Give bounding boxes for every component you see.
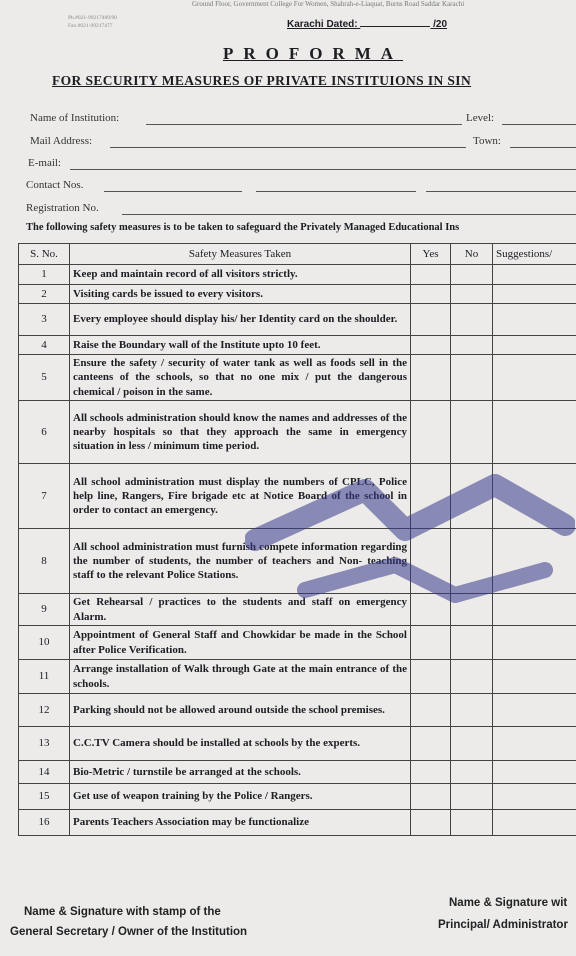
row-measure: Get Rehearsal / practices to the students and staff on emergency Alarm.	[70, 594, 411, 626]
row-yes-cell[interactable]	[411, 727, 451, 761]
table-row	[19, 401, 576, 464]
row-measure: All school administration must display the numbers of CPLC, Police help line, Rangers, Fire brigade etc at Notice Board of the school in order to contact an emergency.	[70, 464, 411, 529]
row-sno: 7	[19, 464, 70, 529]
contact-line-2[interactable]	[256, 191, 416, 192]
dated-suffix: /20	[433, 19, 448, 30]
row-sno: 14	[19, 761, 70, 784]
contact-line-1[interactable]	[104, 191, 242, 192]
row-no-cell[interactable]	[451, 784, 493, 810]
table-row	[19, 355, 576, 401]
table-row	[19, 727, 576, 761]
table-row	[19, 285, 576, 304]
row-measure: Bio-Metric / turnstile be arranged at the schools.	[70, 761, 411, 784]
row-yes-cell[interactable]	[411, 355, 451, 401]
left-signature-line2: General Secretary / Owner of the Institution	[10, 926, 248, 938]
right-signature-line2: Principal/ Administrator	[438, 919, 568, 931]
row-no-cell[interactable]	[451, 265, 493, 285]
email-label: E-mail:	[28, 157, 61, 169]
row-no-cell[interactable]	[451, 810, 493, 836]
header-suggestions: Suggestions/	[493, 244, 576, 265]
table-row	[19, 529, 576, 594]
row-suggestion-cell[interactable]	[493, 529, 576, 594]
row-yes-cell[interactable]	[411, 265, 451, 285]
page-title: PROFORMA	[222, 44, 404, 63]
row-suggestion-cell[interactable]	[493, 594, 576, 626]
dated-label: Karachi Dated:	[287, 19, 358, 30]
row-sno: 16	[19, 810, 70, 836]
row-yes-cell[interactable]	[411, 304, 451, 336]
row-measure: All schools administration should know the names and addresses of the nearby hospitals so that they approach the same in emergency situation in less / minimum time period.	[70, 401, 411, 464]
table-row	[19, 810, 576, 836]
row-yes-cell[interactable]	[411, 285, 451, 304]
row-suggestion-cell[interactable]	[493, 265, 576, 285]
row-no-cell[interactable]	[451, 355, 493, 401]
contact-line-3[interactable]	[426, 191, 576, 192]
page-subtitle: FOR SECURITY MEASURES OF PRIVATE INSTITUIONS IN SIN	[52, 73, 472, 88]
table-row	[19, 626, 576, 660]
row-sno: 2	[19, 285, 70, 304]
row-sno: 13	[19, 727, 70, 761]
row-suggestion-cell[interactable]	[493, 285, 576, 304]
row-no-cell[interactable]	[451, 761, 493, 784]
row-measure: Visiting cards be issued to every visitors.	[70, 285, 411, 304]
email-line[interactable]	[70, 169, 576, 170]
table-row	[19, 761, 576, 784]
table-row	[19, 784, 576, 810]
row-suggestion-cell[interactable]	[493, 355, 576, 401]
row-suggestion-cell[interactable]	[493, 810, 576, 836]
row-no-cell[interactable]	[451, 529, 493, 594]
level-line[interactable]	[502, 124, 576, 125]
dated-line	[287, 19, 447, 30]
table-header-row	[19, 244, 576, 265]
row-no-cell[interactable]	[451, 285, 493, 304]
row-measure: C.C.TV Camera should be installed at schools by the experts.	[70, 727, 411, 761]
row-sno: 15	[19, 784, 70, 810]
row-yes-cell[interactable]	[411, 594, 451, 626]
row-measure: Ensure the safety / security of water tank as well as foods sell in the canteens of the schools, so that no one mix / put the dangerous chemical / poison in the same.	[70, 355, 411, 401]
row-measure: Get use of weapon training by the Police / Rangers.	[70, 784, 411, 810]
row-suggestion-cell[interactable]	[493, 727, 576, 761]
row-suggestion-cell[interactable]	[493, 626, 576, 660]
row-sno: 1	[19, 265, 70, 285]
row-measure: Arrange installation of Walk through Gate at the main entrance of the schools.	[70, 660, 411, 694]
row-suggestion-cell[interactable]	[493, 694, 576, 727]
row-sno: 3	[19, 304, 70, 336]
row-yes-cell[interactable]	[411, 529, 451, 594]
row-yes-cell[interactable]	[411, 464, 451, 529]
header-no: No	[451, 244, 493, 265]
intro-text: The following safety measures is to be taken to safeguard the Privately Managed Educational Ins	[26, 222, 460, 233]
table-row	[19, 336, 576, 355]
row-no-cell[interactable]	[451, 464, 493, 529]
institution-name-label: Name of Institution:	[30, 112, 120, 124]
row-sno: 11	[19, 660, 70, 694]
row-suggestion-cell[interactable]	[493, 660, 576, 694]
table-row	[19, 464, 576, 529]
row-measure: Keep and maintain record of all visitors strictly.	[70, 265, 411, 285]
town-line[interactable]	[510, 147, 576, 148]
row-sno: 8	[19, 529, 70, 594]
left-signature-line1: Name & Signature with stamp of the	[24, 906, 221, 918]
row-sno: 5	[19, 355, 70, 401]
contact-label: Contact Nos.	[26, 179, 84, 191]
dated-blank	[360, 26, 430, 27]
table-row	[19, 594, 576, 626]
row-yes-cell[interactable]	[411, 784, 451, 810]
row-yes-cell[interactable]	[411, 810, 451, 836]
right-signature-line1: Name & Signature wit	[449, 897, 568, 909]
row-no-cell[interactable]	[451, 694, 493, 727]
town-label: Town:	[473, 135, 501, 147]
row-sno: 9	[19, 594, 70, 626]
mail-address-label: Mail Address:	[30, 135, 93, 147]
row-no-cell[interactable]	[451, 336, 493, 355]
row-suggestion-cell[interactable]	[493, 784, 576, 810]
header-measure: Safety Measures Taken	[70, 244, 411, 265]
row-suggestion-cell[interactable]	[493, 761, 576, 784]
row-suggestion-cell[interactable]	[493, 304, 576, 336]
row-yes-cell[interactable]	[411, 694, 451, 727]
row-sno: 10	[19, 626, 70, 660]
row-suggestion-cell[interactable]	[493, 336, 576, 355]
phone-number: Ph.#021-99217489/90	[68, 15, 118, 21]
row-yes-cell[interactable]	[411, 660, 451, 694]
registration-line[interactable]	[122, 214, 576, 215]
row-no-cell[interactable]	[451, 304, 493, 336]
row-no-cell[interactable]	[451, 660, 493, 694]
header-sno: S. No.	[19, 244, 70, 265]
row-sno: 12	[19, 694, 70, 727]
row-no-cell[interactable]	[451, 626, 493, 660]
header-contact	[68, 14, 117, 30]
table-row	[19, 265, 576, 285]
row-no-cell[interactable]	[451, 594, 493, 626]
row-sno: 4	[19, 336, 70, 355]
row-no-cell[interactable]	[451, 727, 493, 761]
safety-measures-table	[18, 243, 576, 836]
row-yes-cell[interactable]	[411, 626, 451, 660]
fax-number: Fax.#021-99217477	[68, 23, 113, 29]
row-measure: Appointment of General Staff and Chowkidar be made in the School after Police Verification.	[70, 626, 411, 660]
header-yes: Yes	[411, 244, 451, 265]
table-row	[19, 304, 576, 336]
row-suggestion-cell[interactable]	[493, 401, 576, 464]
mail-address-line[interactable]	[110, 147, 466, 148]
row-suggestion-cell[interactable]	[493, 464, 576, 529]
row-sno: 6	[19, 401, 70, 464]
row-measure: Parents Teachers Association may be functionalize	[70, 810, 411, 836]
header-address: Ground Floor, Government College For Women, Shahrah-e-Liaquat, Burns Road Saddar Karachi	[192, 0, 465, 8]
row-measure: Every employee should display his/ her Identity card on the shoulder.	[70, 304, 411, 336]
institution-name-line[interactable]	[146, 124, 462, 125]
level-label: Level:	[466, 112, 495, 124]
registration-label: Registration No.	[26, 202, 99, 214]
row-measure: Parking should not be allowed around outside the school premises.	[70, 694, 411, 727]
table-row	[19, 660, 576, 694]
table-row	[19, 694, 576, 727]
row-yes-cell[interactable]	[411, 336, 451, 355]
row-no-cell[interactable]	[451, 401, 493, 464]
row-measure: All school administration must furnish compete information regarding the number of students, the number of teachers and Non- teaching staff to the relevant Police Stations.	[70, 529, 411, 594]
row-measure: Raise the Boundary wall of the Institute upto 10 feet.	[70, 336, 411, 355]
row-yes-cell[interactable]	[411, 761, 451, 784]
row-yes-cell[interactable]	[411, 401, 451, 464]
